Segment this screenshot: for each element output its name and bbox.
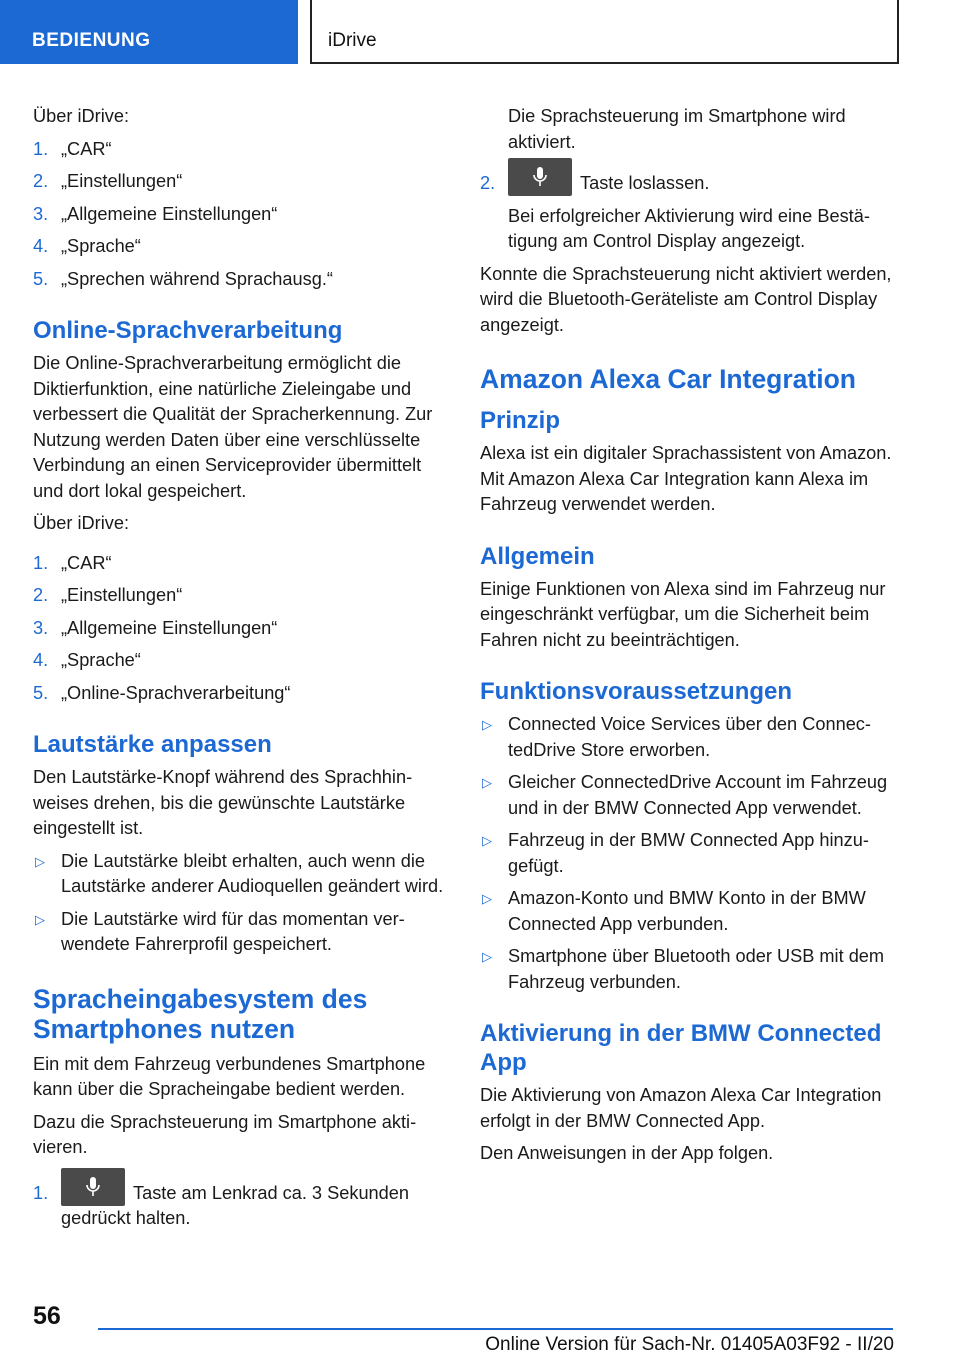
list-item: 4. „Sprache“ [33, 650, 141, 670]
list-item: 2. „Einstellungen“ [33, 171, 183, 191]
list-item: 2. „Einstellungen“ [33, 585, 183, 605]
voice-button-icon [508, 158, 572, 196]
triangle-bullet-icon: ▷ [35, 853, 45, 869]
section-title: BEDIENUNG [32, 30, 151, 51]
heading-online: Online-Sprachverarbeitung [33, 317, 343, 344]
heading-voraussetzungen: Funktionsvoraussetzungen [480, 678, 793, 705]
paragraph: Alexa ist ein digitaler Sprachassistent von Amazon. Mit Amazon Alexa Car Integration kann Alexa im Fahrzeug verwendet werden. [480, 443, 892, 514]
heading-smartphone: Spracheingabesystem des Smartphones nutzen [33, 983, 368, 1044]
footer-divider [98, 1328, 893, 1330]
footer-text: Online Version für Sach-Nr. 01405A03F92 - II/20 [485, 1334, 894, 1355]
list-item: ▷ Gleicher ConnectedDrive Account im Fahrzeug und in der BMW Connected App verwendet. [482, 772, 888, 818]
list-item: 3. „Allgemeine Einstellungen“ [33, 617, 278, 638]
paragraph: Die Online-Sprachverarbeitung ermöglicht die Diktierfunktion, eine natürliche Zieleingabe und verbessert die Qualität der Spracherkennung. Zur Nutzung werden Daten über eine verschlüsselte Verbindung an einen Serviceprovider übermittelt und dort lokal gespeichert. [33, 353, 433, 501]
paragraph: Konnte die Sprachsteuerung nicht aktiviert werden, wird die Bluetooth-Geräteliste am Control Display angezeigt. [480, 263, 892, 335]
triangle-bullet-icon: ▷ [482, 775, 492, 790]
heading-allgemein: Allgemein [480, 542, 595, 570]
bullet-list [33, 849, 448, 958]
steps-list [33, 1181, 448, 1232]
paragraph: Die Sprachsteuerung im Smartphone wird aktiviert. [508, 106, 846, 152]
list-item: 1. „CAR“ [33, 552, 112, 573]
list-item: 2. Taste loslassen. [480, 171, 895, 197]
list-item: ▷ Connected Voice Services über den ConnectedDrive Store erworben. [482, 714, 871, 760]
list-item: ▷ Smartphone über Bluetooth oder USB mit dem Fahrzeug verbunden. [482, 946, 885, 992]
paragraph: Den Lautstärke-Knopf während des Sprachhinweises drehen, bis die gewünschte Lautstärke eingestellt ist. [33, 767, 413, 838]
triangle-bullet-icon: ▷ [482, 833, 492, 848]
list-item: 1. Taste am Lenkrad ca. 3 Sekunden gedrückt halten. [33, 1181, 448, 1232]
steps-list [480, 171, 895, 197]
paragraph: Den Anweisungen in der App folgen. [480, 1143, 774, 1163]
list-item: 1. „CAR“ [33, 138, 112, 159]
heading-volume: Lautstärke anpassen [33, 731, 272, 758]
list-item: ▷ Die Lautstärke wird für das momentan verwendete Fahrerprofil gespeichert. [35, 908, 405, 954]
intro-text: Über iDrive: [33, 513, 130, 533]
voice-button-icon [61, 1168, 125, 1206]
triangle-bullet-icon: ▷ [482, 949, 492, 964]
list-item: ▷ Die Lautstärke bleibt erhalten, auch wenn die Lautstärke anderer Audioquellen geändert wird. [35, 850, 444, 896]
intro-text: Über iDrive: [33, 106, 130, 126]
list-item: 5. „Online-Sprachverarbeitung“ [33, 682, 291, 703]
triangle-bullet-icon: ▷ [35, 911, 45, 927]
bullet-list [480, 712, 895, 995]
triangle-bullet-icon: ▷ [482, 717, 492, 732]
steps-list [33, 137, 448, 293]
chapter-header [310, 0, 899, 64]
list-item: 4. „Sprache“ [33, 236, 141, 256]
chapter-title: iDrive [328, 30, 377, 51]
steps-list [33, 551, 448, 707]
heading-prinzip: Prinzip [480, 407, 561, 434]
list-item: ▷ Fahrzeug in der BMW Connected App hinzugefügt. [482, 830, 869, 876]
left-column [33, 104, 448, 1239]
heading-aktivierung: Aktivierung in der BMW Connected App [480, 1020, 882, 1076]
paragraph: Ein mit dem Fahrzeug verbundenes Smartphone kann über die Spracheingabe bedient werden. [33, 1053, 426, 1099]
list-item: ▷ Amazon-Konto und BMW Konto in der BMW Connected App verbunden. [482, 888, 866, 934]
paragraph: Dazu die Sprachsteuerung im Smartphone aktivieren. [33, 1111, 417, 1157]
right-column [480, 104, 895, 1174]
paragraph: Bei erfolgreicher Aktivierung wird eine Bestätigung am Control Display angezeigt. [508, 205, 870, 251]
section-tab [0, 0, 298, 64]
triangle-bullet-icon: ▷ [482, 891, 492, 906]
paragraph: Einige Funktionen von Alexa sind im Fahrzeug nur eingeschränkt verfügbar, um die Sicherheit beim Fahren nicht zu beeinträchtigen. [480, 578, 886, 650]
page-number: 56 [33, 1302, 61, 1330]
list-item: 5. „Sprechen während Sprachausg.“ [33, 268, 333, 289]
list-item: 3. „Allgemeine Einstellungen“ [33, 203, 278, 224]
heading-alexa: Amazon Alexa Car Integration [480, 364, 856, 394]
paragraph: Die Aktivierung von Amazon Alexa Car Integration erfolgt in der BMW Connected App. [480, 1085, 882, 1131]
